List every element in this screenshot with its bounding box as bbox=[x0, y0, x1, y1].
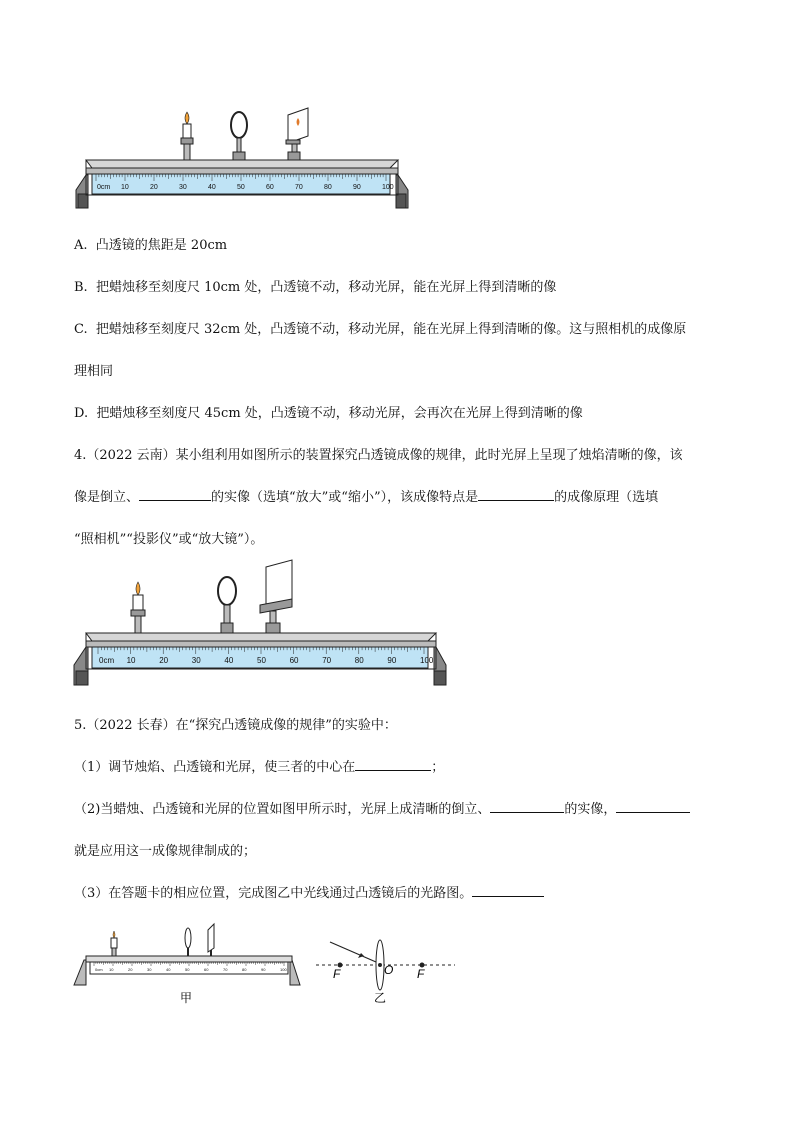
q5-part2: （2)当蜡烛、凸透镜和光屏的位置如图甲所示时，光屏上成清晰的倒立、 的实像， bbox=[74, 798, 690, 817]
label-jia: 甲 bbox=[180, 991, 193, 1005]
convex-lens bbox=[218, 577, 236, 633]
ruler-label: 20 bbox=[159, 656, 169, 665]
ruler-label: 50 bbox=[257, 656, 266, 665]
label-f-right: F bbox=[417, 967, 425, 981]
optical-bench-figure-1 bbox=[0, 0, 794, 220]
candle bbox=[181, 112, 193, 160]
q5-blank-4[interactable] bbox=[472, 884, 544, 897]
q5-part2-cont: 就是应用这一成像规律制成的； bbox=[74, 844, 257, 859]
ruler-label: 100 bbox=[280, 967, 287, 972]
ruler-label: 60 bbox=[204, 967, 209, 972]
convex-lens bbox=[185, 928, 191, 956]
label-f-left: F bbox=[333, 967, 341, 981]
option-c-cont: 理相同 bbox=[74, 364, 114, 379]
ruler-label: 70 bbox=[295, 184, 303, 191]
ruler-label: 0cm bbox=[95, 967, 103, 972]
ruler-label: 70 bbox=[322, 656, 332, 665]
ruler-label: 100 bbox=[382, 184, 394, 191]
light-screen bbox=[208, 924, 214, 956]
ruler-label: 90 bbox=[387, 656, 397, 665]
q4-blank-2[interactable] bbox=[478, 488, 554, 501]
candle bbox=[131, 582, 145, 633]
figure-jia-yi bbox=[0, 920, 794, 1020]
option-d: D. 把蜡烛移至刻度尺 45cm 处，凸透镜不动，移动光屏，会再次在光屏上得到清晰的像 bbox=[74, 406, 583, 421]
light-screen bbox=[286, 108, 308, 160]
ruler-label: 10 bbox=[126, 656, 136, 665]
q5-title: 5.（2022 长春）在“探究凸透镜成像的规律”的实验中： bbox=[74, 718, 397, 733]
convex-lens bbox=[231, 112, 247, 160]
ruler-label: 40 bbox=[224, 656, 234, 665]
ray-diagram-yi bbox=[316, 940, 455, 1005]
q5-blank-2[interactable] bbox=[490, 800, 564, 813]
q5-part3: （3）在答题卡的相应位置，完成图乙中光线通过凸透镜后的光路图。 bbox=[74, 882, 544, 901]
q4-line3: “照相机”“投影仪”或“放大镜”）。 bbox=[74, 532, 264, 547]
q5-blank-1[interactable] bbox=[355, 758, 431, 771]
ruler-label: 30 bbox=[147, 967, 152, 972]
ruler-label: 40 bbox=[208, 184, 216, 191]
ruler-label: 30 bbox=[191, 656, 201, 665]
ruler-label: 0cm bbox=[97, 184, 111, 191]
ruler-label: 50 bbox=[237, 184, 245, 191]
ruler-label: 10 bbox=[109, 967, 114, 972]
ruler-label: 40 bbox=[166, 967, 171, 972]
optical-bench-figure-2 bbox=[0, 555, 794, 695]
ruler-label: 90 bbox=[261, 967, 266, 972]
label-o: O bbox=[384, 963, 394, 977]
option-a: A. 凸透镜的焦距是 20cm bbox=[74, 238, 228, 253]
ruler-label: 0cm bbox=[99, 656, 115, 665]
label-yi: 乙 bbox=[374, 991, 387, 1005]
option-c: C. 把蜡烛移至刻度尺 32cm 处，凸透镜不动，移动光屏，能在光屏上得到清晰的像。这与照相机的成像原 bbox=[74, 322, 687, 337]
q4-line1: 4.（2022 云南）某小组利用如图所示的装置探究凸透镜成像的规律，此时光屏上呈现了烛焰清晰的像，该 bbox=[74, 448, 683, 463]
ruler-label: 50 bbox=[185, 967, 190, 972]
q4-line2: 像是倒立、 的实像（选填“放大”或“缩小”），该成像特点是 的成像原理（选填 bbox=[74, 490, 659, 505]
option-b: B. 把蜡烛移至刻度尺 10cm 处，凸透镜不动，移动光屏，能在光屏上得到清晰的像 bbox=[74, 280, 557, 295]
ruler-label: 90 bbox=[353, 184, 361, 191]
ruler-label: 60 bbox=[266, 184, 274, 191]
ruler-label: 10 bbox=[121, 184, 129, 191]
light-screen bbox=[260, 560, 292, 633]
small-bench-jia bbox=[74, 924, 300, 985]
incident-ray bbox=[330, 942, 376, 962]
ruler-label: 70 bbox=[223, 967, 228, 972]
candle bbox=[111, 931, 117, 956]
q5-part1: （1）调节烛焰、凸透镜和光屏，使三者的中心在 ； bbox=[74, 760, 445, 775]
ruler-label: 20 bbox=[128, 967, 133, 972]
ruler-label: 80 bbox=[354, 656, 364, 665]
ruler-label: 100 bbox=[420, 656, 434, 665]
ruler-label: 60 bbox=[289, 656, 299, 665]
ruler-label: 80 bbox=[242, 967, 247, 972]
arrow-icon bbox=[358, 953, 364, 958]
q4-blank-1[interactable] bbox=[139, 488, 211, 501]
q5-blank-3[interactable] bbox=[616, 800, 690, 813]
ruler-label: 80 bbox=[324, 184, 332, 191]
ruler-label: 20 bbox=[150, 184, 158, 191]
ruler-label: 30 bbox=[179, 184, 187, 191]
optical-center bbox=[378, 963, 382, 967]
